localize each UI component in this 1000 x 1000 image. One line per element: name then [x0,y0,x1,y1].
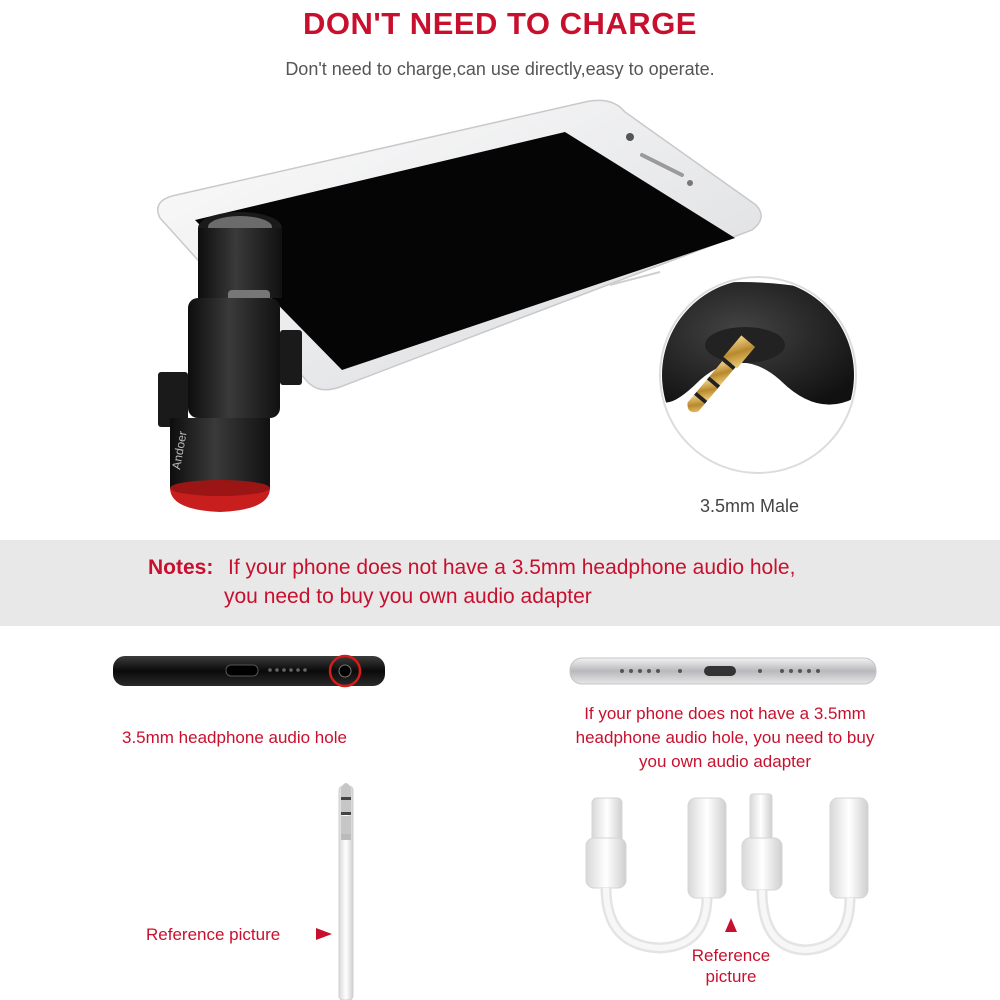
jack-closeup-image [660,277,860,473]
headphone-hole-label: 3.5mm headphone audio hole [122,728,347,747]
reference-label-right-1: Reference [691,946,771,965]
reference-label-right-2: picture [705,967,757,986]
arrow-up-icon [725,918,737,932]
phone-with-headphone-hole [113,656,385,686]
jack-label: 3.5mm Male [700,496,800,516]
audio-plug-image [339,783,353,1000]
notes-line-1: If your phone does not have a 3.5mm headphone audio hole, [228,556,796,579]
arrow-right-icon [316,928,332,940]
brand-mark: Andoer [169,429,190,471]
adapter-note-line-1: If your phone does not have a 3.5mm [584,704,866,723]
usb-c-adapter-image [586,798,726,948]
reference-label-left: Reference picture [146,925,281,944]
notes-band [0,540,1000,626]
adapter-note-line-3: you own audio adapter [638,752,812,771]
phone-without-headphone-hole [570,658,876,684]
adapter-note-line-2: headphone audio hole, you need to buy [575,728,875,747]
page-subtitle: Don't need to charge,can use directly,easy to operate. [285,59,715,79]
page-title: DON'T NEED TO CHARGE [303,6,697,41]
notes-line-2: you need to buy you own audio adapter [224,585,592,608]
lightning-adapter-image [742,794,868,950]
microphone [158,212,302,512]
notes-label: Notes: [148,556,214,579]
